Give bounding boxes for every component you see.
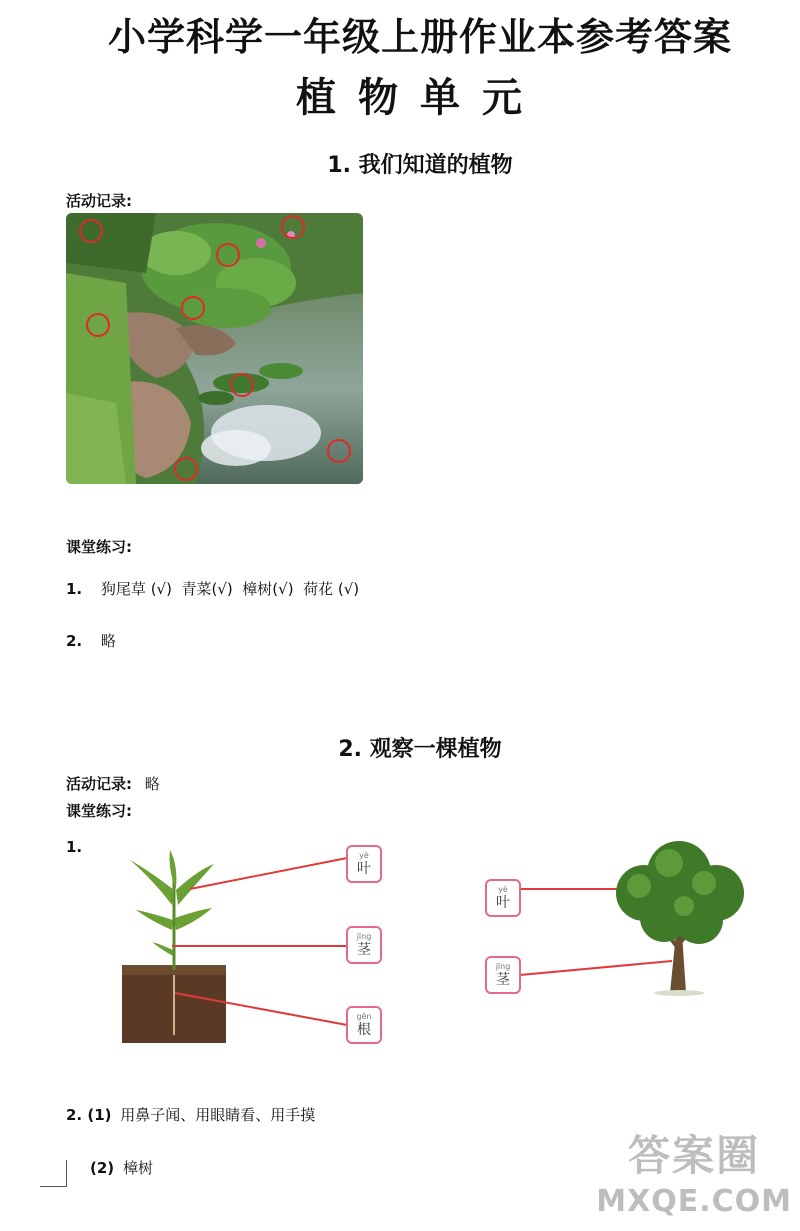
watermark <box>596 1133 792 1225</box>
tree-leaf-tag <box>485 879 521 917</box>
lesson-1-q1-answer: 狗尾草 (√) 青菜(√) 樟树(√) 荷花 (√) <box>100 580 360 598</box>
lesson-1-practice-label: 课堂练习: <box>66 538 132 556</box>
seedling-leaf-tag <box>346 845 382 883</box>
tree-diagram <box>604 838 754 998</box>
seedling-leaf-pinyin: yè <box>359 851 369 860</box>
seedling-stem-tag <box>346 926 382 964</box>
tree-stem-tag <box>485 956 521 994</box>
lesson-2-activity-label: 活动记录: <box>66 775 132 793</box>
seedling-stem-label: 茎 <box>357 942 371 958</box>
watermark-line-2: MXQE.COM <box>596 1184 792 1219</box>
lesson-1-q2-number: 2. <box>66 632 83 650</box>
lesson-2-q2-line2 <box>90 1157 153 1178</box>
tree-stem-label: 茎 <box>496 972 510 988</box>
seedling-root-pinyin: gēn <box>356 1012 372 1021</box>
tree-leaf-pinyin: yè <box>498 885 508 894</box>
seedling-root-label: 根 <box>357 1022 371 1038</box>
tree-stem-pinyin: jīng <box>495 962 511 971</box>
lesson-1-activity-label: 活动记录: <box>66 192 132 210</box>
lesson-2-heading: 2. 观察一棵植物 <box>338 737 502 762</box>
watermark-line-1: 答案圈 <box>628 1131 761 1180</box>
lesson-2-q2-answer-1: 用鼻子闻、用眼睛看、用手摸 <box>120 1106 316 1124</box>
lesson-2-q2-line1 <box>66 1104 315 1125</box>
lesson-2-q1-number: 1. <box>66 838 83 856</box>
lesson-2-activity-answer: 略 <box>144 775 160 793</box>
seedling-root-tag <box>346 1006 382 1044</box>
seedling-stem-pinyin: jīng <box>356 932 372 941</box>
page-title: 小学科学一年级上册作业本参考答案 <box>107 14 732 59</box>
lesson-1-q1-number: 1. <box>66 580 83 598</box>
lesson-1-q2-answer: 略 <box>100 632 116 650</box>
lesson-2-q2-number: 2. (1) <box>66 1106 112 1124</box>
lesson-2-q2-answer-2: 樟树 <box>122 1159 153 1177</box>
unit-title: 植物单元 <box>296 74 544 121</box>
page-corner-mark <box>40 1160 67 1187</box>
lesson-2-practice-label: 课堂练习: <box>66 802 132 820</box>
tree-leaf-label: 叶 <box>496 895 510 911</box>
lesson-2-q2-subnumber: (2) <box>90 1159 115 1177</box>
seedling-leaf-label: 叶 <box>357 861 371 877</box>
lesson-1-heading: 1. 我们知道的植物 <box>327 153 513 178</box>
